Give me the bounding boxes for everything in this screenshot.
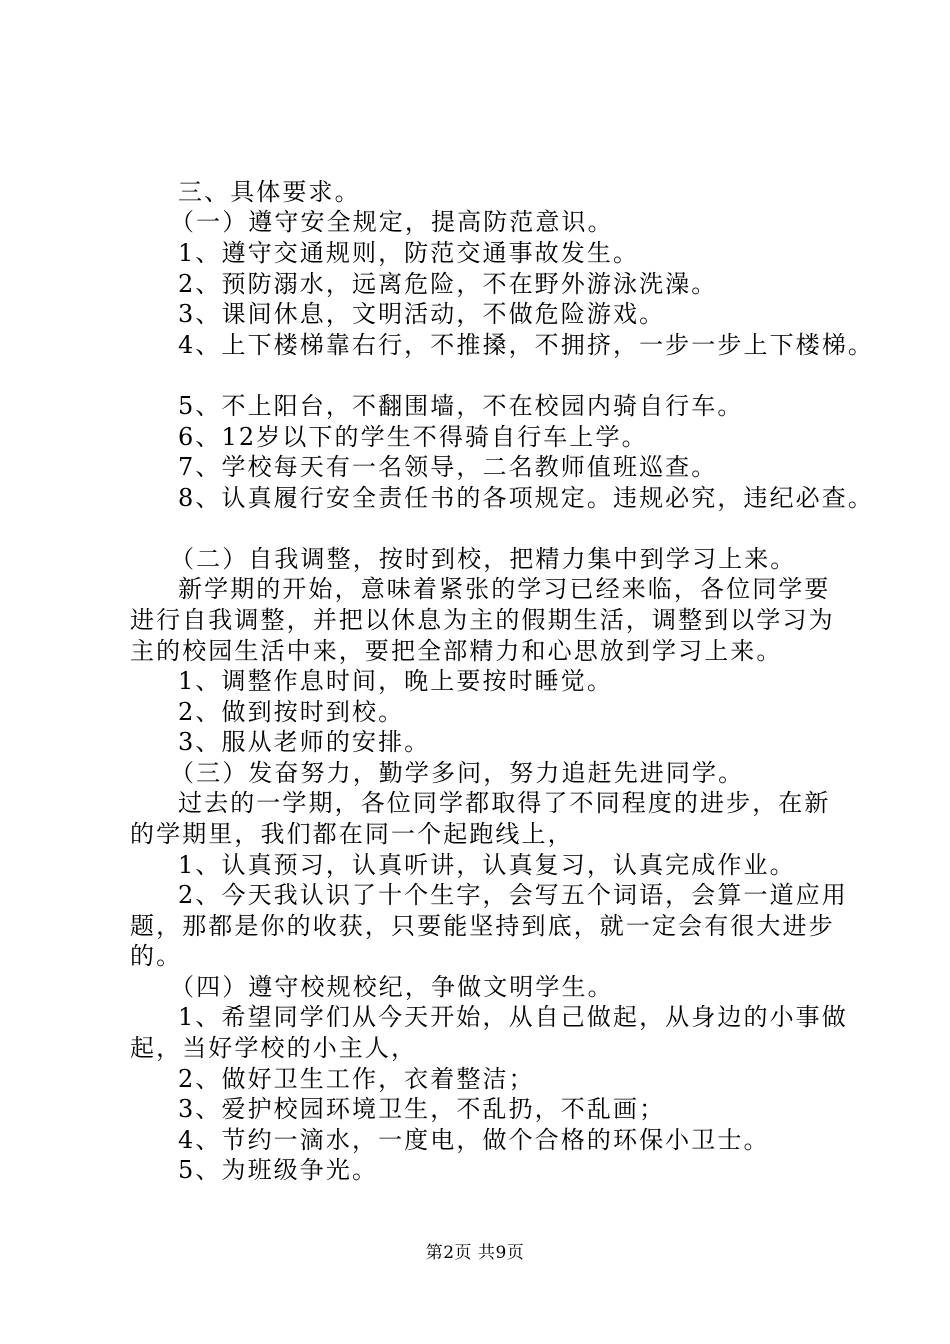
section-heading: 三、具体要求。 bbox=[178, 178, 361, 206]
subsection-heading: （四）遵守校规校纪，争做文明学生。 bbox=[170, 973, 614, 1001]
subsection-heading: （三）发奋努力，勤学多问，努力追赶先进同学。 bbox=[170, 759, 745, 787]
paragraph-line: 的。 bbox=[130, 942, 183, 970]
paragraph-line: 题，那都是你的收获，只要能坚持到底，就一定会有很大进步 bbox=[130, 912, 835, 940]
page-footer: 第2页 共9页 bbox=[425, 1243, 525, 1263]
subsection-heading: （一）遵守安全规定，提高防范意识。 bbox=[170, 208, 614, 236]
paragraph-line: 新学期的开始，意味着紧张的学习已经来临，各位同学要 bbox=[178, 575, 831, 603]
list-item: 4、节约一滴水，一度电，做个合格的环保小卫士。 bbox=[178, 1126, 770, 1154]
list-item: 5、不上阳台，不翻围墙，不在校园内骑自行车。 bbox=[178, 392, 744, 420]
list-item: 3、爱护校园环境卫生，不乱扔，不乱画； bbox=[178, 1095, 666, 1123]
list-item: 5、为班级争光。 bbox=[178, 1156, 379, 1184]
list-item: 2、做好卫生工作，衣着整洁； bbox=[178, 1065, 535, 1093]
subsection-heading: （二）自我调整，按时到校，把精力集中到学习上来。 bbox=[170, 545, 797, 573]
paragraph-line: 的学期里，我们都在同一个起跑线上， bbox=[130, 820, 574, 848]
list-item: 1、希望同学们从今天开始，从自己做起，从身边的小事做 bbox=[178, 1003, 848, 1031]
paragraph-line: 起，当好学校的小主人， bbox=[130, 1034, 418, 1062]
paragraph-line: 过去的一学期，各位同学都取得了不同程度的进步，在新 bbox=[178, 789, 831, 817]
list-item: 4、上下楼梯靠右行，不推搡，不拥挤，一步一步上下楼梯。 bbox=[178, 331, 874, 359]
list-item: 3、服从老师的安排。 bbox=[178, 728, 431, 756]
list-item: 1、认真预习，认真听讲，认真复习，认真完成作业。 bbox=[178, 851, 796, 879]
list-item: 7、学校每天有一名领导，二名教师值班巡查。 bbox=[178, 453, 718, 481]
list-item: 8、认真履行安全责任书的各项规定。违规必究，违纪必查。 bbox=[178, 484, 874, 512]
list-item: 2、今天我认识了十个生字，会写五个词语，会算一道应用 bbox=[178, 881, 848, 909]
list-item: 1、调整作息时间，晚上要按时睡觉。 bbox=[178, 667, 613, 695]
list-item: 2、预防溺水，远离危险，不在野外游泳洗澡。 bbox=[178, 270, 718, 298]
paragraph-line: 主的校园生活中来，要把全部精力和心思放到学习上来。 bbox=[130, 637, 783, 665]
list-item: 1、遵守交通规则，防范交通事故发生。 bbox=[178, 239, 640, 267]
list-item: 3、课间休息，文明活动，不做危险游戏。 bbox=[178, 300, 666, 328]
paragraph-line: 进行自我调整，并把以休息为主的假期生活，调整到以学习为 bbox=[130, 606, 835, 634]
list-item: 2、做到按时到校。 bbox=[178, 698, 405, 726]
list-item: 6、12岁以下的学生不得骑自行车上学。 bbox=[178, 423, 648, 451]
